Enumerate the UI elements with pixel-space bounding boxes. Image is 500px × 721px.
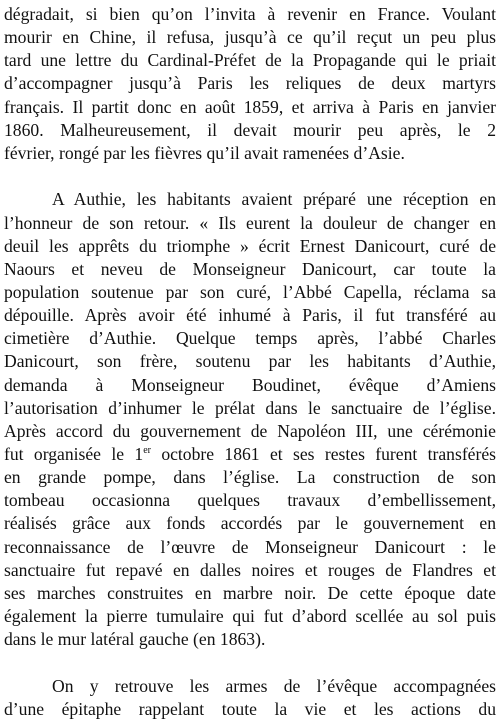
text-line: d’accompagner jusqu’à Paris les reliques de deux martyrs xyxy=(4,73,496,94)
text-line: dépouille. Après avoir été inhumé à Paris, il fut transféré au xyxy=(4,305,496,326)
text-line: tombeau occasionna quelques travaux d’embellissement, xyxy=(4,490,496,511)
text-segment: fut organisée le 1 xyxy=(4,444,144,465)
text-line: deuil les apprêts du triomphe » écrit Ernest Danicourt, curé de xyxy=(4,235,496,256)
text-line: cimetière d’Authie. Quelque temps après, l’abbé Charles xyxy=(4,328,496,349)
paragraph-2 xyxy=(4,188,496,651)
text-line: l’autorisation d’inhumer le prélat dans le sanctuaire de l’église. xyxy=(4,397,496,418)
text-line: sanctuaire fut repavé en dalles noires et rouges de Flandres et xyxy=(4,559,496,580)
text-line: Naours et neveu de Monseigneur Danicourt, car toute la xyxy=(4,258,496,279)
text-line: également la pierre tumulaire qui fut d’abord scellée au sol puis xyxy=(4,606,496,627)
text-line: dans le mur latéral gauche (en 1863). xyxy=(4,629,266,650)
ordinal-superscript: er xyxy=(143,445,151,457)
text-line: On y retrouve les armes de l’évêque accompagnées xyxy=(52,675,496,696)
text-line: 1860. Malheureusement, il devait mourir peu après, le 2 xyxy=(4,119,496,140)
text-line: tard une lettre du Cardinal-Préfet de la Propagande qui le priait xyxy=(4,50,496,71)
text-line-with-superscript xyxy=(4,443,496,466)
text-line: mourir en Chine, il refusa, jusqu’à ce qu’il reçut un peu plus xyxy=(4,27,496,48)
text-line: demanda à Monseigneur Boudinet, évêque d’Amiens xyxy=(4,374,496,395)
text-line: l’honneur de son retour. « Ils eurent la douleur de changer en xyxy=(4,212,496,233)
text-line: février, rongé par les fièvres qu’il avait ramenées d’Asie. xyxy=(4,142,405,163)
text-line: population soutenue par son curé, l’Abbé Capella, réclama sa xyxy=(4,282,496,303)
paragraph-spacer xyxy=(4,651,496,675)
text-line: Danicourt, son frère, soutenu par les habitants d’Authie, xyxy=(4,351,496,372)
text-line: en grande pompe, dans l’église. La construction de son xyxy=(4,467,496,488)
text-line: d’une épitaphe rappelant toute la vie et les actions du xyxy=(4,698,496,719)
text-line: A Authie, les habitants avaient préparé une réception en xyxy=(52,189,496,210)
text-line: reconnaissance de l’œuvre de Monseigneur Danicourt : le xyxy=(4,536,496,557)
text-line: ses marches construites en marbre noir. De cette époque date xyxy=(4,582,496,603)
text-segment: octobre 1861 et ses restes furent transférés xyxy=(150,444,496,465)
text-line: Après accord du gouvernement de Napoléon III, une cérémonie xyxy=(4,420,496,441)
text-line: réalisés grâce aux fonds accordés par le gouvernement en xyxy=(4,513,496,534)
text-line: dégradait, si bien qu’on l’invita à revenir en France. Voulant xyxy=(4,4,496,24)
paragraph-1 xyxy=(4,3,496,165)
paragraph-spacer xyxy=(4,165,496,189)
text-line: français. Il partit donc en août 1859, et arriva à Paris en janvier xyxy=(4,96,496,117)
